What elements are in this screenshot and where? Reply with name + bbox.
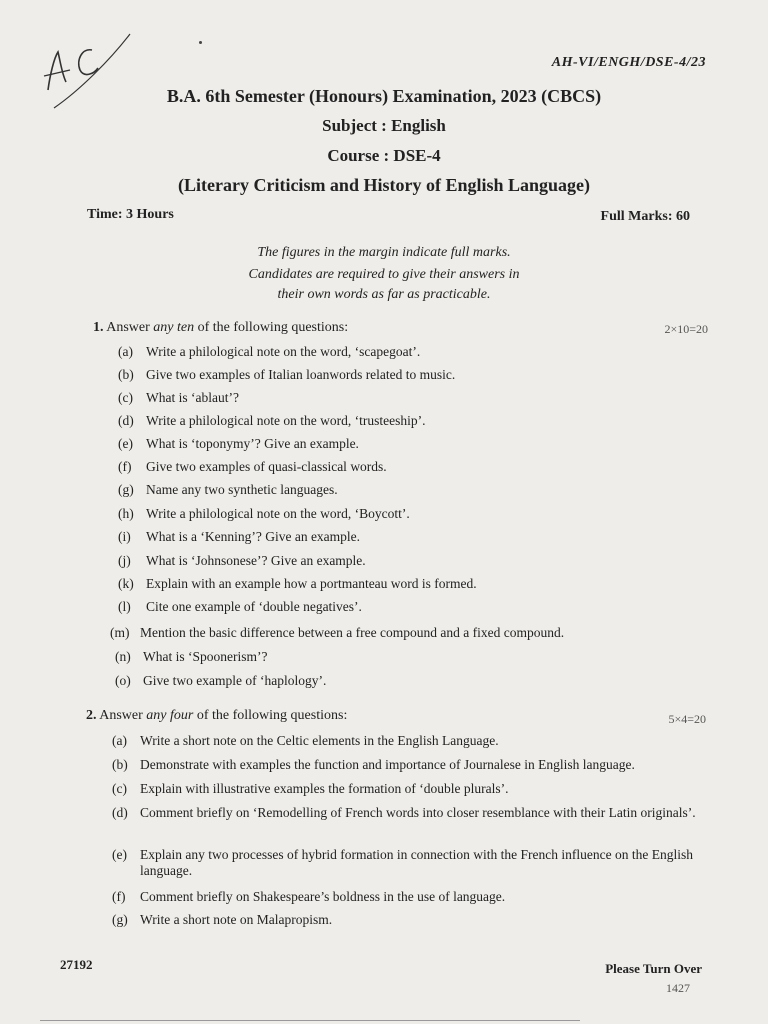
question-2-marks: 5×4=20 — [668, 712, 706, 726]
item-text: What is ‘ablaut’? — [146, 390, 239, 405]
item-label: (e) — [112, 847, 127, 862]
question-emphasis: any ten — [153, 320, 195, 335]
paper-title: (Literary Criticism and History of English Language) — [178, 175, 590, 195]
question-text: of the following questions: — [197, 320, 349, 335]
item-text: Explain with an example how a portmanteau word is formed. — [146, 576, 477, 591]
item-text: Give two example of ‘haplology’. — [143, 673, 327, 688]
bottom-rule — [40, 1020, 580, 1021]
list-item — [112, 781, 509, 797]
instruction-line: Candidates are required to give their answers in — [248, 267, 520, 282]
ink-dot — [199, 41, 202, 44]
item-text: Comment briefly on Shakespeare’s boldness in the use of language. — [140, 889, 506, 904]
item-label: (c) — [118, 390, 133, 405]
item-label: (f) — [118, 459, 132, 474]
item-label: (l) — [118, 599, 131, 614]
item-label: (d) — [118, 413, 134, 428]
item-text: Comment briefly on ‘Remodelling of French words into closer resemblance with their Latin originals’. — [140, 805, 696, 820]
list-item — [118, 436, 359, 452]
item-text: What is ‘Johnsonese’? Give an example. — [146, 553, 366, 568]
subject-line: Subject : English — [322, 116, 446, 135]
item-text: Give two examples of Italian loanwords related to music. — [146, 367, 456, 382]
list-item — [118, 344, 420, 360]
question-text: Answer — [106, 320, 150, 335]
item-label: (g) — [112, 912, 128, 927]
list-item — [118, 413, 426, 429]
list-item — [118, 482, 338, 498]
full-marks-label: Full Marks: 60 — [600, 209, 690, 224]
list-item — [112, 912, 332, 928]
list-item — [112, 847, 708, 879]
page-number: 1427 — [666, 981, 690, 995]
item-text: What is a ‘Kenning’? Give an example. — [146, 529, 361, 544]
list-item — [118, 553, 366, 569]
exam-title: B.A. 6th Semester (Honours) Examination, 2023 (CBCS) — [166, 86, 602, 106]
list-item — [118, 390, 239, 406]
paper-code: AH-VI/ENGH/DSE-4/23 — [551, 55, 706, 70]
item-label: (e) — [118, 436, 133, 451]
please-turn-over: Please Turn Over — [605, 961, 702, 976]
question-number: 1. — [93, 320, 104, 335]
item-label: (n) — [115, 649, 131, 664]
question-1-marks: 2×10=20 — [664, 322, 708, 336]
item-text: Demonstrate with examples the function and importance of Journalese in English language. — [140, 757, 635, 772]
list-item — [112, 757, 635, 773]
item-text: Cite one example of ‘double negatives’. — [146, 599, 362, 614]
list-item — [118, 576, 477, 592]
list-item — [112, 889, 505, 905]
item-text: Mention the basic difference between a free compound and a fixed compound. — [140, 625, 565, 640]
item-label: (c) — [112, 781, 127, 796]
list-item — [118, 506, 410, 522]
item-label: (j) — [118, 553, 131, 568]
item-label: (a) — [112, 733, 127, 748]
item-label: (k) — [118, 576, 134, 591]
list-item — [110, 625, 564, 641]
item-text: What is ‘toponymy’? Give an example. — [146, 436, 359, 451]
item-label: (b) — [118, 367, 134, 382]
list-item — [118, 367, 455, 383]
item-text: Name any two synthetic languages. — [146, 482, 338, 497]
list-item — [118, 459, 387, 475]
item-label: (m) — [110, 625, 130, 640]
item-label: (i) — [118, 529, 131, 544]
question-text: Answer — [99, 708, 143, 723]
question-text: of the following questions: — [196, 708, 348, 723]
question-1-heading — [93, 320, 348, 336]
item-text: Write a short note on the Celtic elements in the English Language. — [140, 733, 499, 748]
question-number: 2. — [86, 708, 97, 723]
list-item — [112, 733, 499, 749]
item-text: Write a philological note on the word, ‘scapegoat’. — [146, 344, 421, 359]
item-text: Explain any two processes of hybrid formation in connection with the French influence on the English language. — [140, 847, 693, 878]
item-text: What is ‘Spoonerism’? — [143, 649, 268, 664]
question-emphasis: any four — [146, 708, 194, 723]
list-item — [118, 529, 360, 545]
item-text: Give two examples of quasi-classical words. — [146, 459, 387, 474]
instruction-line: The figures in the margin indicate full marks. — [257, 245, 511, 260]
list-item — [118, 599, 362, 615]
list-item — [112, 805, 708, 821]
item-label: (o) — [115, 673, 131, 688]
question-2-heading — [86, 708, 347, 724]
item-text: Explain with illustrative examples the formation of ‘double plurals’. — [140, 781, 509, 796]
item-text: Write a short note on Malapropism. — [140, 912, 333, 927]
paper-serial: 27192 — [60, 957, 93, 972]
item-label: (b) — [112, 757, 128, 772]
item-text: Write a philological note on the word, ‘trusteeship’. — [146, 413, 426, 428]
item-label: (d) — [112, 805, 128, 820]
item-text: Write a philological note on the word, ‘Boycott’. — [146, 506, 410, 521]
item-label: (g) — [118, 482, 134, 497]
item-label: (f) — [112, 889, 126, 904]
list-item — [115, 673, 326, 689]
time-label: Time: 3 Hours — [87, 207, 174, 222]
instruction-line: their own words as far as practicable. — [277, 287, 491, 302]
item-label: (a) — [118, 344, 133, 359]
list-item — [115, 649, 267, 665]
course-line: Course : DSE-4 — [327, 146, 441, 165]
item-label: (h) — [118, 506, 134, 521]
